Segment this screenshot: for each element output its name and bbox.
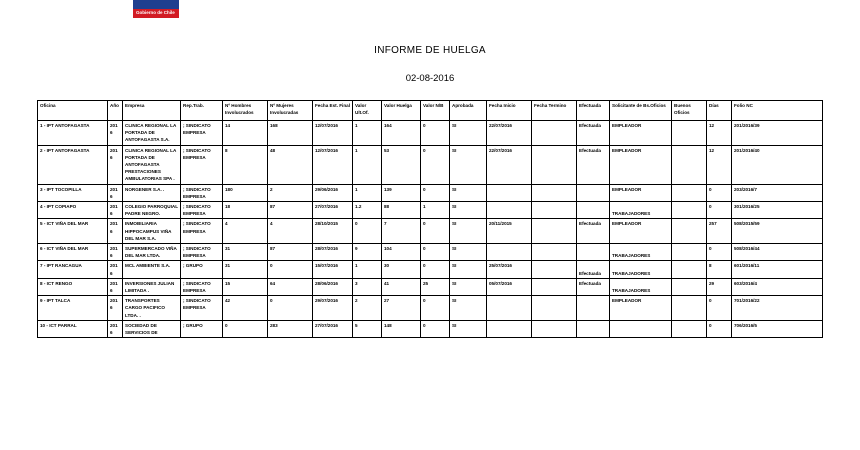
year-cell: 2016 — [108, 145, 123, 184]
end-date-cell — [532, 121, 577, 146]
strike-value-cell: 88 — [382, 202, 421, 219]
days-cell: 0 — [707, 320, 732, 337]
strike-value-cell: 148 — [382, 320, 421, 337]
table-row — [38, 219, 823, 244]
folio-cell: 508/2015/59 — [732, 219, 823, 244]
executed-cell: Efectuada — [577, 145, 610, 184]
men-count-cell: 31 — [223, 261, 268, 278]
start-date-cell — [487, 320, 532, 337]
table-row — [38, 320, 823, 337]
women-count-cell: 64 — [268, 278, 313, 295]
final-date-cell: 12/07/2016 — [313, 121, 353, 146]
start-date-cell: 25/07/2016 — [487, 261, 532, 278]
company-cell: MCL AMBIENTE S.A. — [123, 261, 181, 278]
good-offices-cell — [672, 244, 707, 261]
table-row — [38, 202, 823, 219]
year-cell: 2016 — [108, 320, 123, 337]
strike-value-cell: 7 — [382, 219, 421, 244]
good-offices-cell — [672, 184, 707, 201]
company-cell: COLEGIO PARROQUIAL PADRE NEGRO. — [123, 202, 181, 219]
women-count-cell: 87 — [268, 244, 313, 261]
good-offices-cell — [672, 145, 707, 184]
year-cell: 2016 — [108, 184, 123, 201]
nb-value-cell: 0 — [421, 320, 450, 337]
final-date-cell: 28/07/2016 — [313, 244, 353, 261]
table-row — [38, 244, 823, 261]
company-cell: CLINICA REGIONAL LA PORTADA DE ANTOFAGASTA S.A. — [123, 121, 181, 146]
requester-cell: TRABAJADORES — [610, 278, 672, 295]
final-date-cell: 28/06/2016 — [313, 278, 353, 295]
executed-cell: Efectuada — [577, 261, 610, 278]
strike-value-cell: 53 — [382, 145, 421, 184]
office-cell: 4 - IPT COPIAPO — [38, 202, 108, 219]
end-date-cell — [532, 184, 577, 201]
good-offices-cell — [672, 261, 707, 278]
start-date-cell — [487, 184, 532, 201]
nb-value-cell: 0 — [421, 261, 450, 278]
company-cell: CLINICA REGIONAL LA PORTADA DE ANTOFAGASTA PRESTACIONES AMBULATORIAS SPA . — [123, 145, 181, 184]
report-date: 02-08-2016 — [405, 73, 455, 84]
column-header: Oficina — [38, 101, 108, 121]
strike-value-cell: 139 — [382, 184, 421, 201]
good-offices-cell — [672, 278, 707, 295]
table-row — [38, 121, 823, 146]
good-offices-cell — [672, 320, 707, 337]
year-cell: 2016 — [108, 244, 123, 261]
requester-cell: EMPLEADOR — [610, 145, 672, 184]
executed-cell — [577, 244, 610, 261]
worker-rep-cell: ; SINDICATO EMPRESA — [181, 202, 223, 219]
end-date-cell — [532, 202, 577, 219]
worker-rep-cell: ; SINDICATO EMPRESA — [181, 121, 223, 146]
approved-cell: SI — [450, 219, 487, 244]
days-cell: 257 — [707, 219, 732, 244]
column-header: Empresa — [123, 101, 181, 121]
nb-value-cell: 0 — [421, 219, 450, 244]
folio-cell: 201/2016/39 — [732, 121, 823, 146]
last-offer-cell: 2 — [353, 296, 382, 321]
final-date-cell: 29/06/2016 — [313, 184, 353, 201]
table-row — [38, 145, 823, 184]
column-header: Valor Ult.Of. — [353, 101, 382, 121]
year-cell: 2016 — [108, 202, 123, 219]
last-offer-cell: 1.2 — [353, 202, 382, 219]
column-header: Buenos Oficios — [672, 101, 707, 121]
column-header: Días — [707, 101, 732, 121]
last-offer-cell: 0 — [353, 219, 382, 244]
table-row — [38, 184, 823, 201]
column-header: Aprobada — [450, 101, 487, 121]
year-cell: 2016 — [108, 278, 123, 295]
folio-cell: 706/2016/5 — [732, 320, 823, 337]
executed-cell: Efectuada — [577, 219, 610, 244]
requester-cell: TRABAJADORES — [610, 244, 672, 261]
strike-value-cell: 164 — [382, 121, 421, 146]
end-date-cell — [532, 261, 577, 278]
start-date-cell — [487, 244, 532, 261]
folio-cell: 603/2016/4 — [732, 278, 823, 295]
days-cell: 0 — [707, 202, 732, 219]
company-cell: SOCIEDAD DE SERVICIOS DE — [123, 320, 181, 337]
last-offer-cell: 5 — [353, 320, 382, 337]
men-count-cell: 15 — [223, 278, 268, 295]
women-count-cell: 48 — [268, 145, 313, 184]
last-offer-cell: 1 — [353, 121, 382, 146]
company-cell: NORGENER S.A. . — [123, 184, 181, 201]
days-cell: 0 — [707, 244, 732, 261]
requester-cell: TRABAJADORES — [610, 202, 672, 219]
start-date-cell — [487, 202, 532, 219]
office-cell: 2 - IPT ANTOFAGASTA — [38, 145, 108, 184]
days-cell: 0 — [707, 296, 732, 321]
good-offices-cell — [672, 202, 707, 219]
men-count-cell: 14 — [223, 121, 268, 146]
approved-cell: SI — [450, 202, 487, 219]
men-count-cell: 8 — [223, 145, 268, 184]
final-date-cell: 29/07/2016 — [313, 296, 353, 321]
table-body — [38, 121, 823, 338]
year-cell: 2016 — [108, 296, 123, 321]
year-cell: 2016 — [108, 121, 123, 146]
requester-cell: TRABAJADORES — [610, 261, 672, 278]
executed-cell — [577, 296, 610, 321]
worker-rep-cell: ; SINDICATO EMPRESA — [181, 296, 223, 321]
nb-value-cell: 1 — [421, 202, 450, 219]
executed-cell: Efectuada — [577, 278, 610, 295]
good-offices-cell — [672, 296, 707, 321]
final-date-cell: 27/07/2016 — [313, 320, 353, 337]
requester-cell — [610, 320, 672, 337]
final-date-cell: 28/10/2015 — [313, 219, 353, 244]
nb-value-cell: 0 — [421, 296, 450, 321]
end-date-cell — [532, 278, 577, 295]
table-row — [38, 278, 823, 295]
worker-rep-cell: ; GRUPO — [181, 261, 223, 278]
column-header: Solicitante de Bs.Oficios — [610, 101, 672, 121]
folio-cell: 508/2016/44 — [732, 244, 823, 261]
final-date-cell: 27/07/2016 — [313, 202, 353, 219]
start-date-cell: 22/07/2016 — [487, 145, 532, 184]
last-offer-cell: 3 — [353, 278, 382, 295]
column-header: Nº Mujeres Involucradas — [268, 101, 313, 121]
company-cell: INMOBILIARIA HIPPOCAMPUS VIÑA DEL MAR S.A. — [123, 219, 181, 244]
table-row — [38, 296, 823, 321]
end-date-cell — [532, 219, 577, 244]
column-header: Fecha Est. Final — [313, 101, 353, 121]
nb-value-cell: 25 — [421, 278, 450, 295]
men-count-cell: 0 — [223, 320, 268, 337]
approved-cell: SI — [450, 320, 487, 337]
table-row — [38, 261, 823, 278]
folio-cell: 601/2016/11 — [732, 261, 823, 278]
men-count-cell: 18 — [223, 202, 268, 219]
start-date-cell: 05/07/2016 — [487, 278, 532, 295]
office-cell: 10 - ICT PARRAL — [38, 320, 108, 337]
last-offer-cell: 1 — [353, 184, 382, 201]
start-date-cell: 22/07/2016 — [487, 121, 532, 146]
men-count-cell: 4 — [223, 219, 268, 244]
last-offer-cell: 1 — [353, 261, 382, 278]
nb-value-cell: 0 — [421, 145, 450, 184]
office-cell: 5 - ICT VIÑA DEL MAR — [38, 219, 108, 244]
women-count-cell: 4 — [268, 219, 313, 244]
worker-rep-cell: ; SINDICATO EMPRESA — [181, 145, 223, 184]
folio-cell: 301/2016/25 — [732, 202, 823, 219]
executed-cell — [577, 184, 610, 201]
company-cell: INVERSIONES JULIAN LIMITADA . — [123, 278, 181, 295]
company-cell: SUPERMERCADO VIÑA DEL MAR LTDA. — [123, 244, 181, 261]
requester-cell: EMPLEADOR — [610, 219, 672, 244]
report-title: INFORME DE HUELGA — [374, 45, 486, 56]
worker-rep-cell: ; SINDICATO EMPRESA — [181, 244, 223, 261]
folio-cell: 203/2016/7 — [732, 184, 823, 201]
office-cell: 9 - IPT TALCA — [38, 296, 108, 321]
strike-value-cell: 30 — [382, 261, 421, 278]
final-date-cell: 15/07/2016 — [313, 261, 353, 278]
approved-cell: SI — [450, 184, 487, 201]
worker-rep-cell: ; SINDICATO EMPRESA — [181, 219, 223, 244]
worker-rep-cell: ; SINDICATO EMPRESA — [181, 278, 223, 295]
column-header: Valor N/B — [421, 101, 450, 121]
good-offices-cell — [672, 121, 707, 146]
approved-cell: SI — [450, 278, 487, 295]
last-offer-cell: 9 — [353, 244, 382, 261]
women-count-cell: 168 — [268, 121, 313, 146]
nb-value-cell: 0 — [421, 244, 450, 261]
women-count-cell: 0 — [268, 296, 313, 321]
office-cell: 1 - IPT ANTOFAGASTA — [38, 121, 108, 146]
folio-cell: 701/2016/22 — [732, 296, 823, 321]
nb-value-cell: 0 — [421, 184, 450, 201]
days-cell: 12 — [707, 145, 732, 184]
office-cell: 8 - ICT RENGO — [38, 278, 108, 295]
approved-cell: SI — [450, 296, 487, 321]
men-count-cell: 180 — [223, 184, 268, 201]
executed-cell: Efectuada — [577, 121, 610, 146]
end-date-cell — [532, 244, 577, 261]
logo-text: Gobierno de Chile — [136, 10, 175, 15]
women-count-cell: 2 — [268, 184, 313, 201]
office-cell: 3 - IPT TOCOPILLA — [38, 184, 108, 201]
end-date-cell — [532, 145, 577, 184]
company-cell: TRANSPORTES CARGO PACIFICO LTDA. . — [123, 296, 181, 321]
start-date-cell — [487, 296, 532, 321]
strike-value-cell: 104 — [382, 244, 421, 261]
approved-cell: SI — [450, 244, 487, 261]
end-date-cell — [532, 296, 577, 321]
column-header: Año — [108, 101, 123, 121]
approved-cell: SI — [450, 121, 487, 146]
column-header: Fecha Inicio — [487, 101, 532, 121]
start-date-cell: 20/11/2015 — [487, 219, 532, 244]
nb-value-cell: 0 — [421, 121, 450, 146]
final-date-cell: 12/07/2016 — [313, 145, 353, 184]
column-header: Nº Hombres Involucrados — [223, 101, 268, 121]
women-count-cell: 0 — [268, 261, 313, 278]
good-offices-cell — [672, 219, 707, 244]
men-count-cell: 31 — [223, 244, 268, 261]
column-header: Efectuada — [577, 101, 610, 121]
women-count-cell: 87 — [268, 202, 313, 219]
strike-value-cell: 27 — [382, 296, 421, 321]
year-cell: 2016 — [108, 261, 123, 278]
days-cell: 29 — [707, 278, 732, 295]
end-date-cell — [532, 320, 577, 337]
column-header: Rep.Trab. — [181, 101, 223, 121]
office-cell: 6 - ICT VIÑA DEL MAR — [38, 244, 108, 261]
last-offer-cell: 1 — [353, 145, 382, 184]
days-cell: 12 — [707, 121, 732, 146]
government-logo — [133, 0, 179, 18]
table-header-row — [38, 101, 823, 121]
requester-cell: EMPLEADOR — [610, 184, 672, 201]
year-cell: 2016 — [108, 219, 123, 244]
days-cell: 0 — [707, 184, 732, 201]
requester-cell: EMPLEADOR — [610, 121, 672, 146]
women-count-cell: 283 — [268, 320, 313, 337]
worker-rep-cell: ; GRUPO — [181, 320, 223, 337]
executed-cell — [577, 202, 610, 219]
days-cell: 8 — [707, 261, 732, 278]
office-cell: 7 - IPT RANCAGUA — [38, 261, 108, 278]
approved-cell: SI — [450, 145, 487, 184]
men-count-cell: 42 — [223, 296, 268, 321]
strike-report-table — [37, 100, 823, 338]
executed-cell — [577, 320, 610, 337]
column-header: Folio NC — [732, 101, 823, 121]
column-header: Fecha Termino — [532, 101, 577, 121]
approved-cell: SI — [450, 261, 487, 278]
worker-rep-cell: ; SINDICATO EMPRESA — [181, 184, 223, 201]
column-header: Valor Huelga — [382, 101, 421, 121]
strike-value-cell: 41 — [382, 278, 421, 295]
folio-cell: 201/2016/40 — [732, 145, 823, 184]
requester-cell: EMPLEADOR — [610, 296, 672, 321]
